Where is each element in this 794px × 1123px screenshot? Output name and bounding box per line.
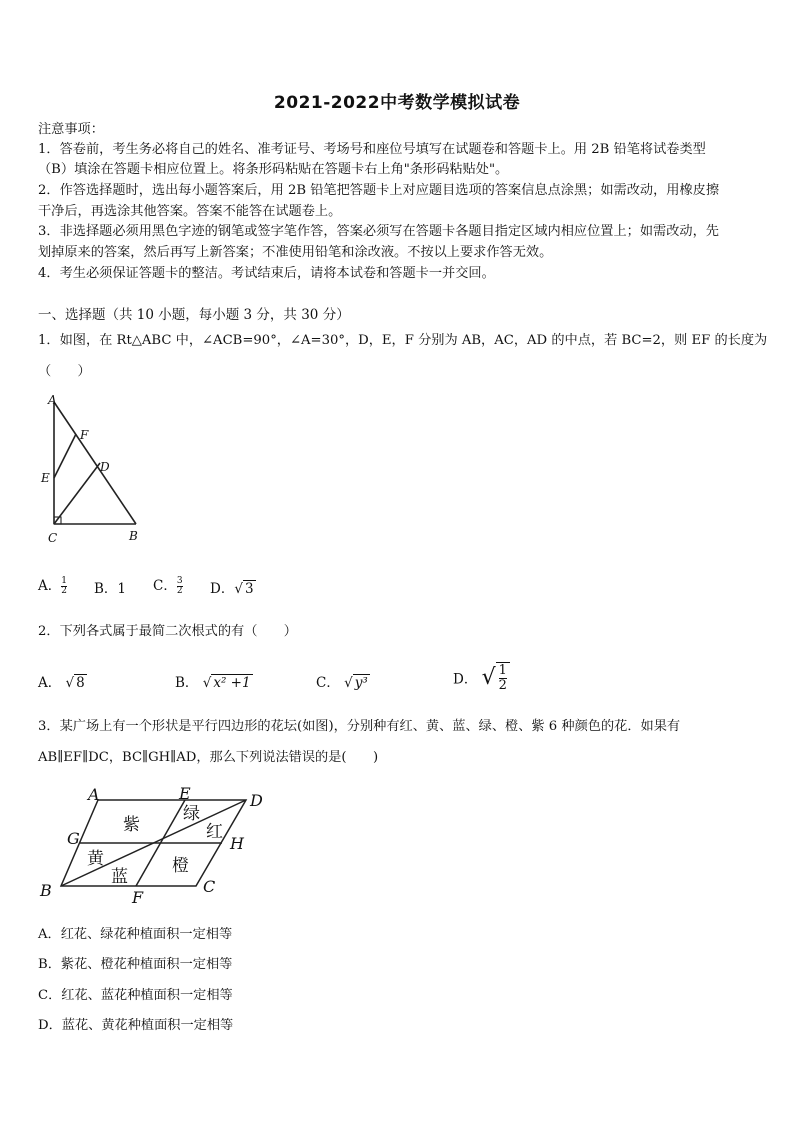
notice-item-1b: （B）填涂在答题卡相应位置上。将条形码粘贴在答题卡右上角"条形码粘贴处"。 [38, 162, 509, 177]
q1-option-d-radicand: 3 [244, 581, 254, 597]
q1-option-c-prefix: C． [153, 578, 177, 594]
notice-item-2a: 2．作答选择题时，选出每小题答案后，用 2B 铅笔把答题卡上对应题目选项的答案信息点涂黑；如需改动，用橡皮擦 [38, 183, 720, 198]
q3-option-b[interactable]: B．紫花、橙花种植面积一定相等 [38, 957, 233, 972]
notice-item-1a: 1．答卷前，考生务必将自己的姓名、准考证号、考场号和座位号填写在试题卷和答题卡上。用 2B 铅笔将试卷类型 [38, 142, 706, 157]
q2-option-c[interactable] [316, 671, 370, 691]
q2-option-b[interactable] [175, 671, 253, 691]
q3-label-f: F [132, 888, 144, 907]
q2-option-d-num: 1 [498, 663, 507, 678]
q2-option-b-prefix: B． [175, 675, 199, 691]
q1-paren: （ ） [38, 364, 91, 379]
q1-option-c[interactable] [153, 574, 183, 596]
q2-option-d-den: 2 [498, 678, 507, 693]
q2-option-d[interactable] [453, 662, 510, 693]
q3-region-purple: 紫 [123, 815, 140, 835]
q2-option-b-sqrt: √ x² +1 [202, 675, 251, 691]
q2-option-d-prefix: D． [453, 671, 478, 688]
q3-region-green: 绿 [183, 804, 200, 824]
q3-label-h: H [230, 834, 244, 853]
q3-region-orange: 橙 [172, 856, 189, 876]
q2-option-a-radicand: 8 [76, 675, 85, 691]
q2-option-a-prefix: A． [38, 675, 62, 691]
q3-option-a[interactable]: A．红花、绿花种植面积一定相等 [38, 927, 233, 942]
q2-option-a[interactable] [38, 671, 87, 691]
q1-label-b: B [129, 529, 138, 543]
q2-option-b-radicand: x² +1 [213, 675, 251, 691]
q3-label-e: E [179, 784, 191, 803]
q3-region-yellow: 黄 [87, 849, 104, 869]
q1-option-a-num: 1 [61, 576, 67, 586]
section-heading: 一、选择题（共 10 小题，每小题 3 分，共 30 分） [38, 307, 350, 323]
q1-label-a: A [48, 393, 57, 407]
q1-label-f: F [80, 428, 89, 442]
q1-option-b[interactable]: B．1 [94, 581, 127, 597]
q1-label-c: C [48, 531, 58, 545]
q2-option-c-sqrt: √ y³ [344, 675, 368, 691]
q3-region-red: 红 [206, 822, 223, 842]
q3-region-blue: 蓝 [111, 867, 128, 887]
q1-label-d: D [100, 460, 110, 474]
q3-label-b: B [40, 881, 52, 900]
notice-heading: 注意事项： [38, 122, 104, 137]
q3-option-c[interactable]: C．红花、蓝花种植面积一定相等 [38, 988, 233, 1003]
q1-option-d-prefix: D． [210, 581, 235, 597]
q2-option-d-fraction [496, 662, 510, 693]
q1-stem: 1．如图，在 Rt△ABC 中，∠ACB=90°，∠A=30°，D，E，F 分别为 AB，AC，AD 的中点，若 BC=2，则 EF 的长度为 [38, 333, 768, 348]
q3-parallelogram-figure [36, 782, 281, 908]
q1-option-a[interactable] [38, 574, 67, 596]
exam-title: 2021-2022中考数学模拟试卷 [273, 93, 521, 113]
q2-option-a-sqrt: √ 8 [65, 675, 85, 691]
q1-option-c-den: 2 [176, 586, 183, 596]
q2-option-c-radicand: y³ [354, 675, 368, 691]
q2-stem: 2．下列各式属于最简二次根式的有（ ） [38, 624, 297, 639]
notice-item-3b: 划掉原来的答案，然后再写上新答案；不准使用铅笔和涂改液。不按以上要求作答无效。 [38, 245, 553, 260]
q1-triangle-figure [36, 392, 152, 548]
q3-label-g: G [67, 829, 80, 848]
q1-option-c-fraction [177, 577, 183, 596]
q3-option-d[interactable]: D．蓝花、黄花种植面积一定相等 [38, 1018, 234, 1033]
notice-item-3a: 3．非选择题必须用黑色字迹的钢笔或签字笔作答，答案必须写在答题卡各题目指定区域内相应位置上；如需改动，先 [38, 224, 719, 239]
q3-label-a: A [88, 785, 100, 804]
q2-option-c-prefix: C． [316, 675, 340, 691]
q1-option-a-prefix: A． [38, 578, 62, 594]
q1-option-a-fraction [61, 577, 67, 596]
notice-item-4: 4．考生必须保证答题卡的整洁。考试结束后，请将本试卷和答题卡一并交回。 [38, 266, 495, 281]
q3-label-c: C [203, 877, 216, 896]
q1-label-e: E [41, 471, 50, 485]
q1-option-d[interactable] [210, 577, 256, 597]
q3-stem-line-2: AB∥EF∥DC，BC∥GH∥AD，那么下列说法错误的是( ) [38, 750, 379, 765]
q3-stem-line-1: 3．某广场上有一个形状是平行四边形的花坛(如图)，分别种有红、黄、蓝、绿、橙、紫 6 种颜色的花．如果有 [38, 719, 681, 734]
q1-option-a-den: 2 [61, 586, 67, 596]
q3-label-d: D [250, 791, 263, 810]
q2-option-d-radical-sign: √ [481, 665, 496, 690]
q1-option-d-sqrt: √ 3 [234, 581, 254, 597]
q1-option-c-num: 3 [176, 576, 183, 586]
notice-item-2b: 干净后，再选涂其他答案。答案不能答在试题卷上。 [38, 204, 342, 219]
